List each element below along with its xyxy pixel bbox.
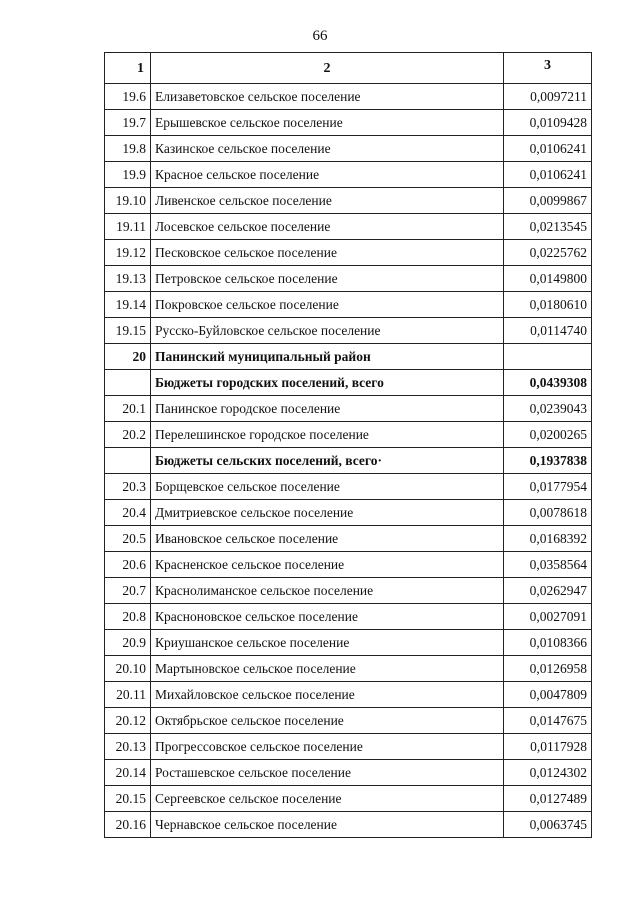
table-row [105,474,592,500]
table-row [105,84,592,110]
row-name-cell: Мартыновское сельское поселение [151,656,504,682]
row-value-cell: 0,0439308 [504,370,592,396]
row-name-cell: Бюджеты сельских поселений, всего· [151,448,504,474]
row-name-cell: Борщевское сельское поселение [151,474,504,500]
table-row [105,448,592,474]
table-row [105,786,592,812]
row-name-cell: Криушанское сельское поселение [151,630,504,656]
row-number-cell: 20.7 [105,578,151,604]
row-number-cell: 20.14 [105,760,151,786]
row-number-cell: 20.9 [105,630,151,656]
row-value-cell: 0,0149800 [504,266,592,292]
row-number-cell: 20.4 [105,500,151,526]
row-value-cell: 0,0114740 [504,318,592,344]
row-value-cell: 0,0063745 [504,812,592,838]
row-name-cell: Михайловское сельское поселение [151,682,504,708]
row-value-cell: 0,0097211 [504,84,592,110]
column-header-value: 3 [504,53,592,84]
row-value-cell: 0,0047809 [504,682,592,708]
table-row [105,162,592,188]
row-name-cell: Лосевское сельское поселение [151,214,504,240]
row-number-cell: 20.3 [105,474,151,500]
row-value-cell: 0,0213545 [504,214,592,240]
row-number-cell: 20.5 [105,526,151,552]
row-value-cell: 0,0358564 [504,552,592,578]
row-name-cell: Октябрьское сельское поселение [151,708,504,734]
row-value-cell: 0,0117928 [504,734,592,760]
table-row [105,760,592,786]
row-number-cell: 20.1 [105,396,151,422]
row-value-cell: 0,0239043 [504,396,592,422]
column-header-number: 1 [105,53,151,84]
row-name-cell: Ивановское сельское поселение [151,526,504,552]
budget-share-table [104,52,592,838]
table-row [105,630,592,656]
row-value-cell [504,344,592,370]
row-number-cell: 19.7 [105,110,151,136]
table-row [105,396,592,422]
row-number-cell: 20.13 [105,734,151,760]
row-number-cell: 20.16 [105,812,151,838]
table-row [105,656,592,682]
row-number-cell: 20.11 [105,682,151,708]
row-number-cell: 19.13 [105,266,151,292]
table-row [105,578,592,604]
table-row [105,110,592,136]
row-name-cell: Красноновское сельское поселение [151,604,504,630]
row-number-cell [105,370,151,396]
row-name-cell: Песковское сельское поселение [151,240,504,266]
table-row [105,552,592,578]
row-name-cell: Краснолиманское сельское поселение [151,578,504,604]
column-header-name: 2 [151,53,504,84]
row-value-cell: 0,0180610 [504,292,592,318]
row-value-cell: 0,0177954 [504,474,592,500]
row-name-cell: Панинское городское поселение [151,396,504,422]
table-row [105,604,592,630]
page-number: 66 [312,28,328,44]
table-header-row [105,53,592,84]
row-number-cell: 19.10 [105,188,151,214]
row-name-cell: Ливенское сельское поселение [151,188,504,214]
table-row [105,422,592,448]
table-body [105,84,592,838]
row-number-cell: 19.15 [105,318,151,344]
row-number-cell: 19.9 [105,162,151,188]
row-name-cell: Бюджеты городских поселений, всего [151,370,504,396]
row-number-cell [105,448,151,474]
row-number-cell: 20.8 [105,604,151,630]
row-number-cell: 20.12 [105,708,151,734]
table-row [105,214,592,240]
row-value-cell: 0,0262947 [504,578,592,604]
row-number-cell: 19.8 [105,136,151,162]
row-name-cell: Дмитриевское сельское поселение [151,500,504,526]
row-number-cell: 20 [105,344,151,370]
row-name-cell: Красненское сельское поселение [151,552,504,578]
row-number-cell: 19.12 [105,240,151,266]
row-number-cell: 20.6 [105,552,151,578]
row-value-cell: 0,1937838 [504,448,592,474]
row-value-cell: 0,0106241 [504,136,592,162]
row-value-cell: 0,0168392 [504,526,592,552]
table-row [105,526,592,552]
row-name-cell: Петровское сельское поселение [151,266,504,292]
table-row [105,266,592,292]
row-name-cell: Покровское сельское поселение [151,292,504,318]
row-name-cell: Красное сельское поселение [151,162,504,188]
row-value-cell: 0,0200265 [504,422,592,448]
row-name-cell: Ерышевское сельское поселение [151,110,504,136]
row-name-cell: Казинское сельское поселение [151,136,504,162]
table-row [105,344,592,370]
row-value-cell: 0,0124302 [504,760,592,786]
table-row [105,812,592,838]
row-value-cell: 0,0099867 [504,188,592,214]
row-number-cell: 19.11 [105,214,151,240]
row-name-cell: Перелешинское городское поселение [151,422,504,448]
row-number-cell: 19.14 [105,292,151,318]
table-row [105,734,592,760]
table-row [105,708,592,734]
row-value-cell: 0,0126958 [504,656,592,682]
row-name-cell: Сергеевское сельское поселение [151,786,504,812]
row-number-cell: 19.6 [105,84,151,110]
row-name-cell: Прогрессовское сельское поселение [151,734,504,760]
row-value-cell: 0,0108366 [504,630,592,656]
table-row [105,292,592,318]
table-row [105,188,592,214]
row-number-cell: 20.15 [105,786,151,812]
row-name-cell: Росташевское сельское поселение [151,760,504,786]
row-name-cell: Чернавское сельское поселение [151,812,504,838]
table-row [105,370,592,396]
row-name-cell: Панинский муниципальный район [151,344,504,370]
row-value-cell: 0,0225762 [504,240,592,266]
row-name-cell: Елизаветовское сельское поселение [151,84,504,110]
table-row [105,136,592,162]
row-value-cell: 0,0078618 [504,500,592,526]
row-value-cell: 0,0109428 [504,110,592,136]
row-value-cell: 0,0127489 [504,786,592,812]
row-number-cell: 20.10 [105,656,151,682]
row-value-cell: 0,0027091 [504,604,592,630]
row-name-cell: Русско-Буйловское сельское поселение [151,318,504,344]
row-number-cell: 20.2 [105,422,151,448]
table-row [105,500,592,526]
table-row [105,318,592,344]
table-row [105,682,592,708]
row-value-cell: 0,0106241 [504,162,592,188]
row-value-cell: 0,0147675 [504,708,592,734]
table-row [105,240,592,266]
